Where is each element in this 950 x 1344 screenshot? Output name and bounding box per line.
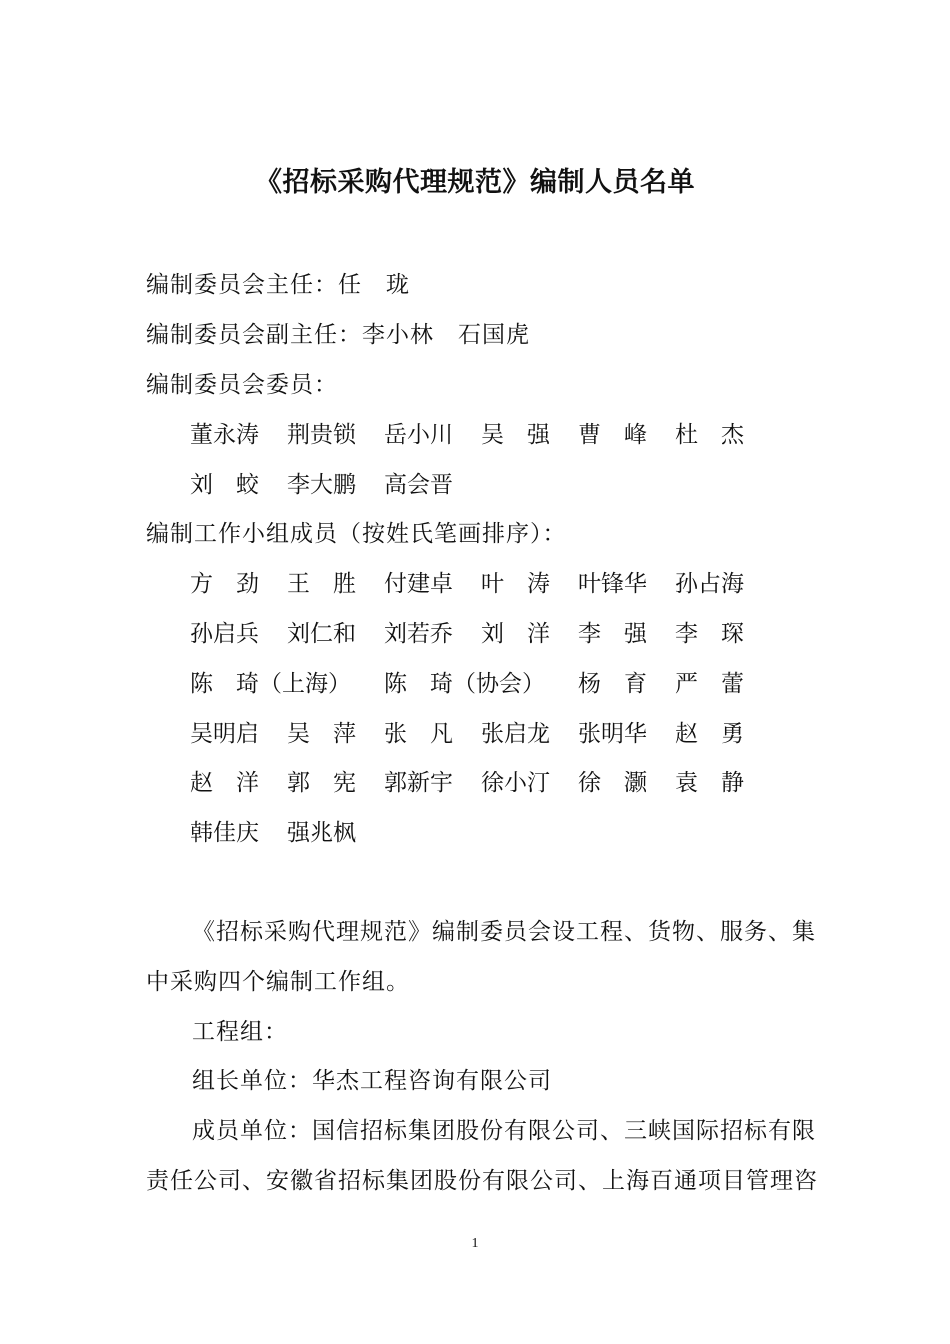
member-name: 高会晋 (384, 472, 453, 498)
working-group-row (190, 569, 790, 599)
member-name: 李 强 (578, 621, 647, 647)
document-title: 《招标采购代理规范》编制人员名单 (255, 167, 695, 198)
member-name: 严 蕾 (675, 671, 744, 697)
member-name: 刘 蛟 (190, 472, 259, 498)
working-group-row (190, 719, 790, 749)
working-group-row (190, 669, 790, 699)
member-name: 张启龙 (481, 721, 550, 747)
member-name: 刘仁和 (287, 621, 356, 647)
leader-unit-line: 组长单位：华杰工程咨询有限公司 (192, 1068, 552, 1094)
member-name: 付建卓 (384, 571, 453, 597)
member-name: 吴 强 (481, 422, 550, 448)
member-name: 杜 杰 (675, 422, 744, 448)
member-name: 赵 勇 (675, 721, 744, 747)
member-name: 强兆枫 (287, 820, 356, 846)
member-name: 徐小汀 (481, 770, 550, 796)
member-name: 刘若乔 (384, 621, 453, 647)
member-name: 袁 静 (675, 770, 744, 796)
member-name: 吴 萍 (287, 721, 356, 747)
member-name: 陈 琦（协会） (384, 671, 545, 697)
member-name: 赵 洋 (190, 770, 259, 796)
member-name: 韩佳庆 (190, 820, 259, 846)
page-number: 1 (471, 1236, 479, 1251)
member-name: 董永涛 (190, 422, 259, 448)
member-name: 杨 育 (578, 671, 647, 697)
member-name: 孙启兵 (190, 621, 259, 647)
member-name: 郭新宇 (384, 770, 453, 796)
member-name: 陈 琦（上海） (190, 671, 351, 697)
committee-members-row (190, 420, 790, 450)
member-name: 郭 宪 (287, 770, 356, 796)
member-name: 张明华 (578, 721, 647, 747)
committee-members-row (190, 470, 790, 500)
working-group-row (190, 768, 790, 798)
member-name: 李 琛 (675, 621, 744, 647)
working-group-row (190, 818, 790, 848)
member-name: 荆贵锁 (287, 422, 356, 448)
group-heading: 工程组： (192, 1019, 288, 1045)
member-name: 孙占海 (675, 571, 744, 597)
member-name: 曹 峰 (578, 422, 647, 448)
intro-paragraph-line: 中采购四个编制工作组。 (146, 969, 410, 995)
committee-director: 编制委员会主任：任 珑 (146, 272, 410, 298)
working-group-row (190, 619, 790, 649)
member-name: 岳小川 (384, 422, 453, 448)
committee-deputy-directors: 编制委员会副主任：李小林 石国虎 (146, 322, 530, 348)
intro-paragraph-line: 《招标采购代理规范》编制委员会设工程、货物、服务、集 (192, 919, 816, 945)
working-group-label: 编制工作小组成员（按姓氏笔画排序）： (146, 521, 567, 547)
member-name: 刘 洋 (481, 621, 550, 647)
member-units-line: 成员单位：国信招标集团股份有限公司、三峡国际招标有限 (192, 1118, 816, 1144)
committee-members-label: 编制委员会委员： (146, 372, 338, 398)
member-units-line: 责任公司、安徽省招标集团股份有限公司、上海百通项目管理咨 (146, 1168, 818, 1194)
member-name: 吴明启 (190, 721, 259, 747)
member-name: 方 劲 (190, 571, 259, 597)
member-name: 叶锋华 (578, 571, 647, 597)
member-name: 徐 灏 (578, 770, 647, 796)
member-name: 叶 涛 (481, 571, 550, 597)
member-name: 王 胜 (287, 571, 356, 597)
member-name: 张 凡 (384, 721, 453, 747)
member-name: 李大鹏 (287, 472, 356, 498)
